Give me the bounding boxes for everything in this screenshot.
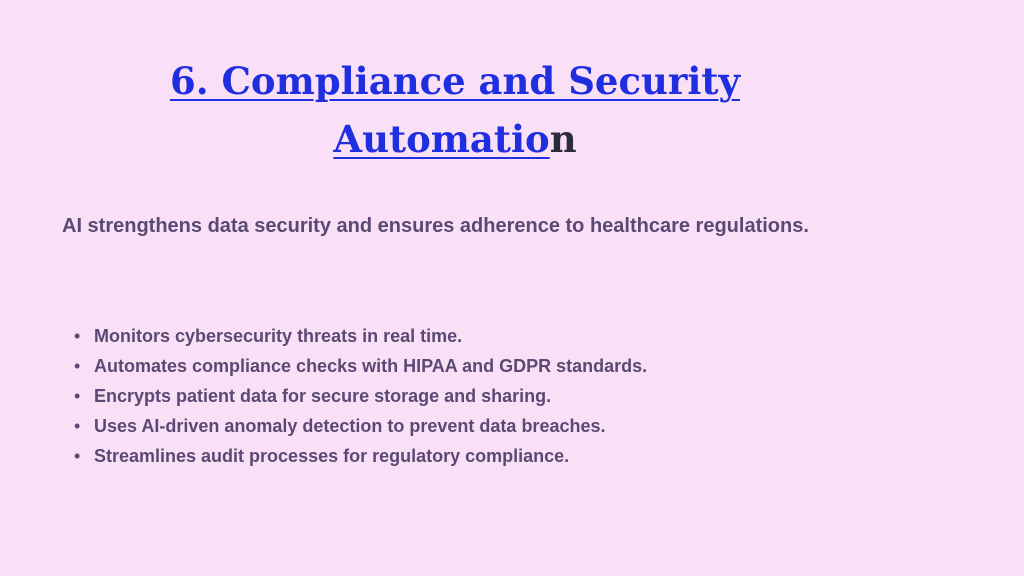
list-item-text: Encrypts patient data for secure storage and sharing. (94, 386, 552, 406)
list-item-text: Uses AI-driven anomaly detection to prevent data breaches. (94, 416, 606, 436)
bullet-icon: • (74, 446, 81, 466)
list-item (62, 381, 822, 411)
list-item-text: Streamlines audit processes for regulatory compliance. (94, 446, 570, 466)
slide-title (100, 52, 810, 168)
title-link[interactable]: 6. Compliance and Security Automatio (169, 59, 741, 161)
bullet-icon: • (74, 356, 81, 376)
bullet-icon: • (74, 386, 81, 406)
bullet-icon: • (74, 416, 81, 436)
title-tail: n (549, 117, 577, 161)
list-item-text: Monitors cybersecurity threats in real time. (94, 326, 463, 346)
bullet-icon: • (74, 326, 81, 346)
intro-text: AI strengthens data security and ensures adherence to healthcare regulations. (62, 215, 809, 237)
list-item (62, 351, 822, 381)
list-item (62, 411, 822, 441)
bullet-list (62, 321, 822, 471)
list-item (62, 321, 822, 351)
list-item-text: Automates compliance checks with HIPAA and GDPR standards. (94, 356, 648, 376)
list-item (62, 441, 822, 471)
